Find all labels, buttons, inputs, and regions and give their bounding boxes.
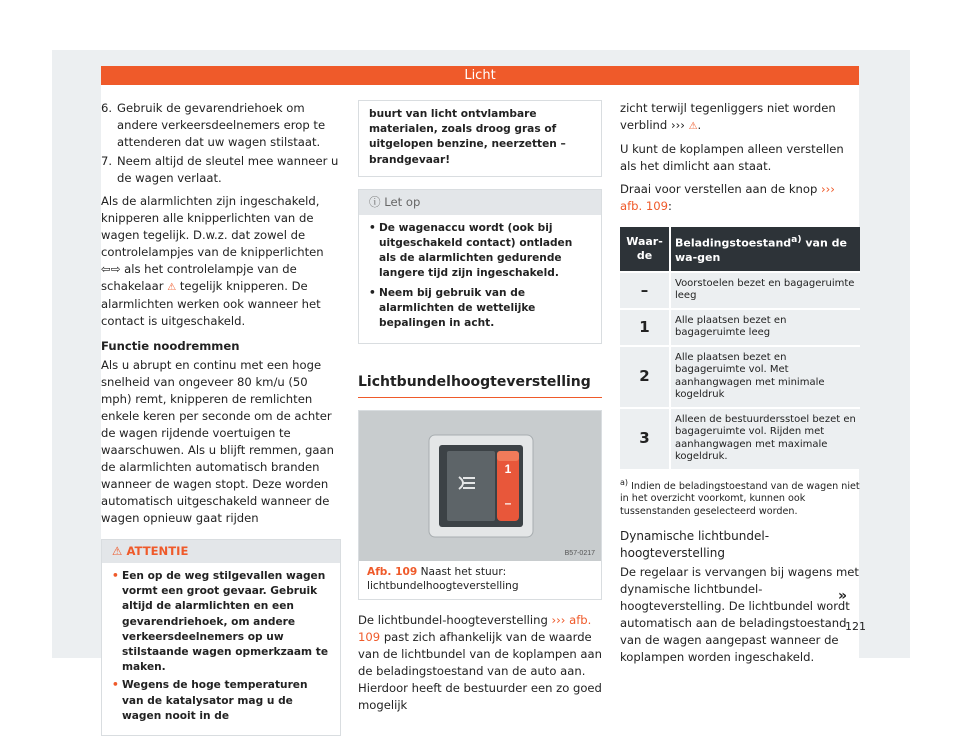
load-levels-table — [620, 227, 860, 469]
text-segment: Als de alarmlichten zijn ingeschakeld, knipperen alle knipperlichten van de wagen tegelijk. D.w.z. dat zowel de controlelampjes van de knipperlichten — [101, 194, 324, 259]
table-header-row — [620, 227, 860, 272]
table-cell-value: 3 — [620, 408, 670, 469]
turn-knob-paragraph — [620, 181, 860, 215]
figure-reference-link[interactable]: ››› afb. 109 — [620, 182, 835, 213]
table-cell-desc: Alle plaatsen bezet en bagageruimte vol. Met aanhangwagen met minimale kogeldruk — [670, 346, 860, 408]
header-text: van de wa-gen — [675, 236, 847, 264]
step-text: Gebruik de gevarendriehoek om andere verkeersdeelnemers erop te attenderen dat uw wagen stilstaat. — [117, 101, 326, 149]
table-row — [620, 346, 860, 408]
column-middle — [358, 100, 602, 716]
reference-arrows[interactable]: ››› — [670, 118, 685, 132]
table-row — [620, 272, 860, 309]
table-cell-value: 1 — [620, 309, 670, 346]
table-cell-desc: Alle plaatsen bezet en bagageruimte leeg — [670, 309, 860, 346]
text-segment: tegelijk knipperen. De alarmlichten werken ook wanneer het contact is uitgeschakeld. — [101, 279, 321, 328]
table-header-value: Waar-de — [620, 227, 670, 272]
text-segment: Draai voor verstellen aan de knop — [620, 182, 818, 196]
note-title: Let op — [384, 194, 421, 209]
figure-reference-link[interactable]: ››› afb. 109 — [358, 613, 592, 645]
range-adjust-paragraph — [358, 612, 602, 714]
info-icon: ⓘ — [369, 194, 381, 209]
wheel-mark-1: 1 — [504, 462, 512, 477]
hazard-lights-paragraph — [101, 193, 341, 330]
step-number: 7. — [101, 154, 113, 168]
warning-header — [102, 540, 340, 563]
warning-title: ATTENTIE — [126, 544, 189, 558]
visibility-paragraph: zicht terwijl tegenliggers niet worden verblind ››› ⚠. — [620, 101, 836, 132]
section-title: Lichtbundelhoogteverstelling — [358, 374, 602, 398]
footnote-marker: a) — [620, 477, 629, 487]
warning-item: • Wegens de hoge temperaturen van de katalysator mag u de wagen nooit in de — [112, 678, 332, 724]
table-footnote — [620, 477, 860, 519]
step-7 — [101, 153, 341, 187]
subheading-dynamic: Dynamische lichtbundel-hoogteverstelling — [620, 529, 770, 561]
figure-109 — [358, 410, 602, 600]
text-segment: als het controlelampje van de schakelaar — [101, 262, 297, 293]
note-header — [359, 190, 601, 215]
step-6 — [101, 100, 341, 151]
note-box — [358, 189, 602, 344]
figure-caption — [359, 561, 601, 599]
footnote-marker: a) — [791, 234, 802, 245]
warning-box — [101, 539, 341, 736]
table-header-load — [670, 227, 860, 272]
text-segment: De lichtbundel-hoogteverstelling — [358, 613, 548, 628]
note-item: • De wagenaccu wordt (ook bij uitgeschakeld contact) ontladen als de alarmlichten gedurende langere tijd zijn ingeschakeld. — [369, 221, 593, 282]
text-segment: zicht terwijl tegenliggers niet worden verblind — [620, 101, 836, 132]
step-number: 6. — [101, 101, 113, 115]
emergency-braking-paragraph: Als u abrupt en continu met een hoge snelheid van ongeveer 80 km/u (50 mph) remt, knipperen de remlichten enkele keren per seconde om de achter de wagen rijdende voertuigen te waarschuwen. Als u blijft remmen, gaan de alarmlichten automatisch branden wanneer de wagen stopt. Deze worden automatisch uitgeschakeld wanneer de wagen opnieuw gaat rijden — [101, 358, 334, 525]
table-row — [620, 408, 860, 469]
subheading-emergency-braking: Functie noodremmen — [101, 339, 240, 353]
chapter-header: Licht — [101, 66, 859, 85]
note-item: • Neem bij gebruik van de alarmlichten de wettelijke bepalingen in acht. — [369, 286, 593, 332]
header-text: Beladingstoestand — [675, 236, 792, 250]
table-cell-value: – — [620, 272, 670, 309]
table-cell-desc: Alleen de bestuurdersstoel bezet en bagageruimte vol. Rijden met aanhangwagen met maximale kogeldruk. — [670, 408, 860, 469]
page-number: 121 — [845, 620, 866, 633]
text-segment: : — [668, 199, 672, 213]
warning-list — [102, 563, 340, 735]
warning-triangle-icon: ⚠ — [112, 544, 123, 558]
warning-triangle-icon: ⚠ — [167, 282, 177, 293]
warning-item: • Een op de weg stilgevallen wagen vormt een groot gevaar. Gebruik altijd de alarmlichten en een gevarendriehoek, om andere verkeersdeelnemers op uw stilstaande wagen opmerkzaam te maken. — [112, 569, 332, 675]
wheel-mark-dash: – — [504, 496, 512, 511]
figure-code: B57-0217 — [564, 550, 595, 558]
note-list — [359, 215, 601, 343]
table-row — [620, 309, 860, 346]
low-beam-paragraph: U kunt de koplampen alleen verstellen als het dimlicht aan staat. — [620, 142, 844, 173]
dynamic-paragraph: De regelaar is vervangen bij wagens met dynamische lichtbundel-hoogteverstelling. De lichtbundel wordt automatisch aan de beladingstoestand van de wagen aangepast wanneer de koplampen worden ingeschakeld. — [620, 565, 859, 665]
footnote-text: Indien de beladingstoestand van de wagen niet in het overzicht voorkomt, kunnen ook tussenstanden geselecteerd worden. — [620, 480, 860, 517]
column-left — [101, 100, 341, 736]
warning-triangle-icon: ⚠ — [688, 121, 698, 132]
figure-caption-text: Naast het stuur: lichtbundelhoogteverstelling — [367, 566, 519, 593]
step-text: Neem altijd de sleutel mee wanneer u de wagen verlaat. — [117, 154, 339, 185]
table-cell-value: 2 — [620, 346, 670, 408]
headlight-range-control-illustration — [359, 411, 601, 561]
column-right — [620, 100, 860, 668]
continued-marker: » — [838, 588, 848, 604]
figure-label: Afb. 109 — [367, 566, 418, 579]
warning-continuation: buurt van licht ontvlambare materialen, zoals droog gras of uitgelopen benzine, neerzetten – brandgevaar! — [358, 100, 602, 177]
text-segment: past zich afhankelijk van de waarde van de lichtbundel van de koplampen aan de beladingstoestand van de auto aan. Hierdoor heeft de bestuurder een zo goed mogelijk — [358, 630, 602, 713]
turn-signal-icon: ⇦⇨ — [101, 262, 121, 276]
table-cell-desc: Voorstoelen bezet en bagageruimte leeg — [670, 272, 860, 309]
